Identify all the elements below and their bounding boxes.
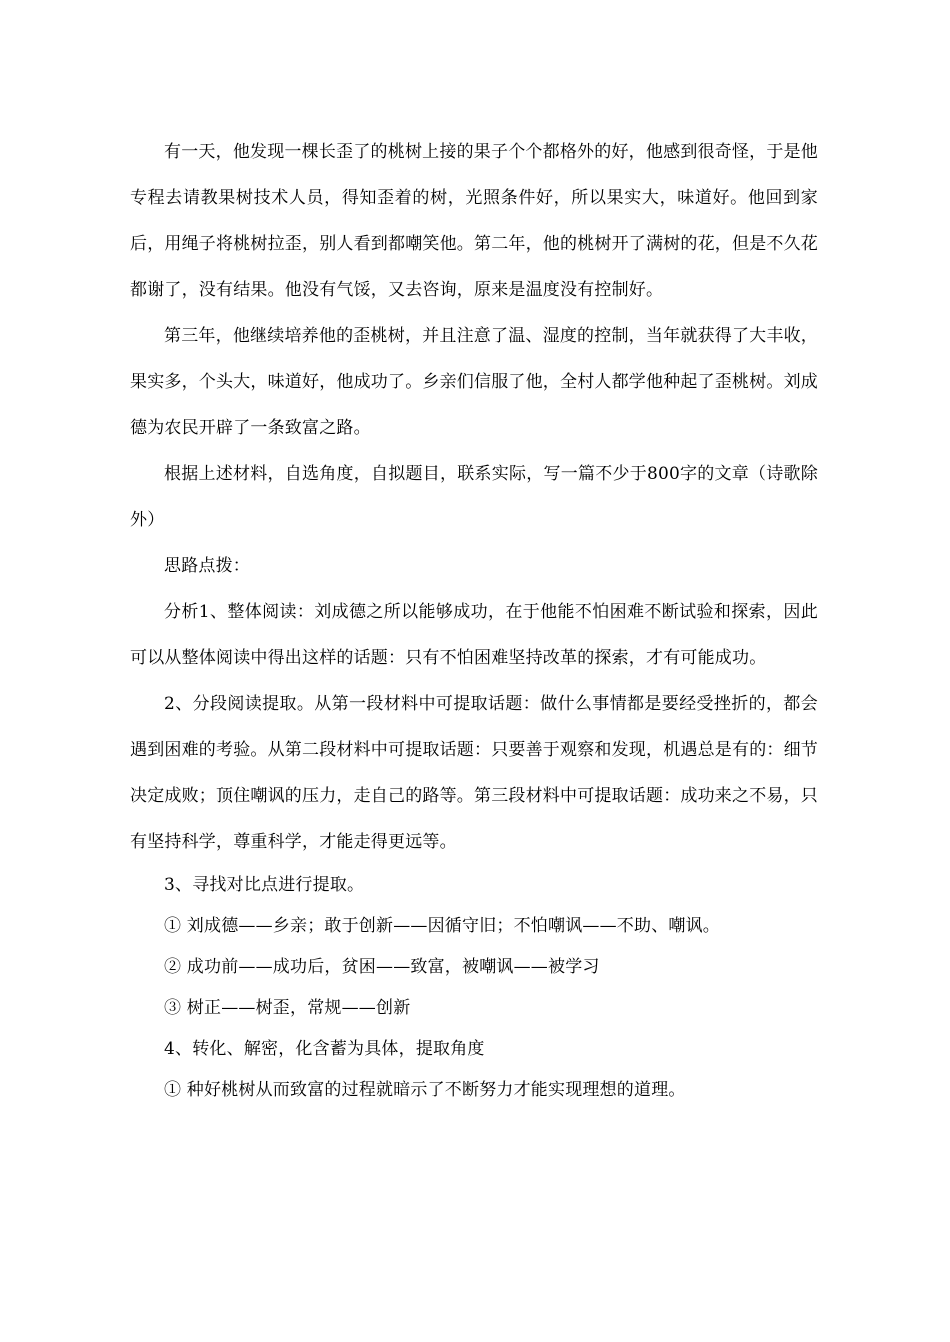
list-item-angle-1: ① 种好桃树从而致富的过程就暗示了不断努力才能实现理想的道理。 [164,1080,686,1100]
paragraph-peach-tree-story: 有一天，他发现一棵长歪了的桃树上接的果子个个都格外的好，他感到很奇怪，于是他专程去请教果树技术人员，得知歪着的树，光照条件好，所以果实大，味道好。他回到家后，用绳子将桃树拉歪，别人看到都嘲笑他。第二年，他的桃树开了满树的花，但是不久花都谢了，没有结果。他没有气馁，又去咨询，原来是温度没有控制好。 [130,142,818,300]
document-body [130,129,818,1111]
paragraph-writing-prompt: 根据上述材料，自选角度，自拟题目，联系实际，写一篇不少于800字的文章（诗歌除外） [130,464,818,530]
list-item-contrast-2: ② 成功前——成功后，贫困——致富，被嘲讽——被学习 [164,957,600,977]
paragraph-analysis-1: 分析1、整体阅读：刘成德之所以能够成功，在于他能不怕困难不断试验和探索，因此可以从整体阅读中得出这样的话题：只有不怕困难坚持改革的探索，才有可能成功。 [130,602,818,668]
list-item-contrast-3: ③ 树正——树歪，常规——创新 [164,998,411,1018]
list-item-contrast-1: ① 刘成德——乡亲；敢于创新——因循守旧；不怕嘲讽——不助、嘲讽。 [164,916,721,936]
paragraph-analysis-2: 2、分段阅读提取。从第一段材料中可提取话题：做什么事情都是要经受挫折的，都会遇到困难的考验。从第二段材料中可提取话题：只要善于观察和发现，机遇总是有的：细节决定成败；顶住嘲讽的压力，走自己的路等。第三段材料中可提取话题：成功来之不易，只有坚持科学，尊重科学，才能走得更远等。 [130,694,818,852]
paragraph-hint-heading: 思路点拨： [164,556,250,576]
paragraph-third-year-success: 第三年，他继续培养他的歪桃树，并且注意了温、湿度的控制，当年就获得了大丰收，果实多，个头大，味道好，他成功了。乡亲们信服了他，全村人都学他种起了歪桃树。刘成德为农民开辟了一条致富之路。 [130,326,818,438]
paragraph-analysis-4: 4、转化、解密，化含蓄为具体，提取角度 [164,1039,485,1059]
paragraph-analysis-3: 3、寻找对比点进行提取。 [164,875,365,895]
